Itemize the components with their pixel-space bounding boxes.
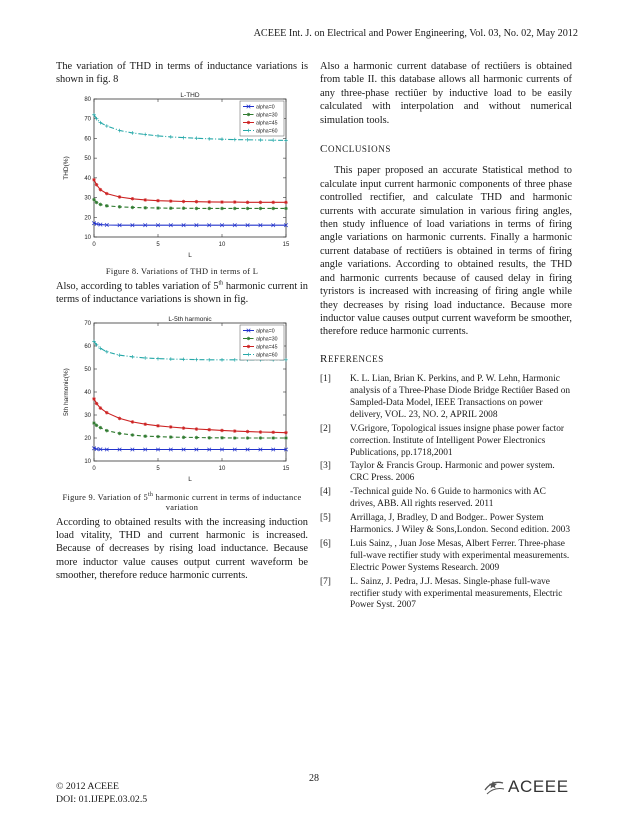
- left-para-2: [56, 280, 308, 307]
- doi: DOI: 01.IJEPE.03.02.5: [56, 794, 148, 805]
- point: [156, 199, 160, 203]
- thd-chart: [56, 87, 308, 265]
- point: [99, 202, 103, 206]
- point: [284, 431, 288, 435]
- point: [92, 178, 96, 182]
- point: [95, 423, 99, 427]
- point: [105, 411, 109, 415]
- point: [169, 425, 173, 429]
- y-tick-label: 10: [84, 458, 91, 465]
- point: [271, 430, 275, 434]
- y-tick-label: 10: [84, 234, 91, 241]
- point: [169, 435, 173, 439]
- legend-label: alpha=0: [256, 104, 275, 111]
- references-heading-first: R: [320, 352, 328, 365]
- y-tick-label: 30: [84, 412, 91, 419]
- y-axis-label: 5th harmonic(%): [63, 367, 70, 416]
- point: [105, 428, 109, 432]
- legend-label: alpha=60: [256, 128, 278, 135]
- y-tick-label: 50: [84, 366, 91, 373]
- point: [233, 200, 237, 204]
- point: [95, 401, 99, 405]
- right-column: [320, 60, 572, 614]
- running-head: ACEEE Int. J. on Electrical and Power Engineering, Vol. 03, No. 02, May 2012: [253, 28, 578, 39]
- reference-item: [320, 577, 572, 613]
- point: [118, 416, 122, 420]
- point: [207, 206, 211, 210]
- y-tick-label: 70: [84, 320, 91, 327]
- point: [259, 200, 263, 204]
- left-para-1: The variation of THD in terms of inductance variations is shown in fig. 8: [56, 61, 308, 86]
- fifth-harmonic-chart: [56, 311, 308, 489]
- chart-title: L-5th harmonic: [168, 315, 212, 323]
- point: [156, 206, 160, 210]
- point: [156, 434, 160, 438]
- x-axis-label: L: [188, 475, 192, 483]
- chart-title: L-THD: [180, 91, 200, 99]
- point: [182, 426, 186, 430]
- conclusions-heading: [320, 143, 572, 156]
- reference-number: [4]: [320, 487, 331, 498]
- x-tick-label: 10: [218, 241, 226, 248]
- left-para-2-a: Also, according to tables variation of 5: [56, 280, 219, 292]
- point: [156, 424, 160, 428]
- y-tick-label: 40: [84, 389, 91, 396]
- point: [99, 188, 103, 192]
- point: [95, 201, 99, 205]
- legend-label: alpha=30: [256, 336, 278, 343]
- left-para-2-b: harmonic current in terms of inductance variations is shown in fig.: [56, 280, 308, 306]
- point: [195, 206, 199, 210]
- y-axis-label: THD(%): [63, 156, 70, 180]
- left-para-2-sup: th: [218, 280, 224, 287]
- point: [182, 200, 186, 204]
- point: [143, 434, 147, 438]
- point: [284, 436, 288, 440]
- figure-9-caption-b: harmonic current in terms of inductance variation: [153, 492, 302, 512]
- point: [271, 200, 275, 204]
- point: [143, 422, 147, 426]
- figure-9-caption-sup: th: [147, 491, 154, 498]
- reference-item: [320, 461, 572, 485]
- point: [246, 206, 250, 210]
- reference-number: [1]: [320, 374, 331, 385]
- point: [259, 436, 263, 440]
- legend-label: alpha=0: [256, 328, 275, 335]
- point: [92, 198, 96, 202]
- x-tick-label: 15: [282, 465, 290, 472]
- y-tick-label: 30: [84, 195, 91, 202]
- legend-label: alpha=30: [256, 112, 278, 119]
- x-tick-label: 5: [156, 241, 160, 248]
- logo-text: ACEEE: [508, 777, 569, 796]
- point: [131, 205, 135, 209]
- point: [247, 113, 251, 117]
- x-tick-label: 0: [92, 465, 96, 472]
- point: [233, 436, 237, 440]
- y-tick-label: 60: [84, 136, 91, 143]
- point: [95, 183, 99, 187]
- left-column: [56, 60, 308, 583]
- point: [118, 205, 122, 209]
- figure-9-caption: [56, 493, 308, 513]
- legend-label: alpha=45: [256, 344, 278, 351]
- reference-number: [3]: [320, 461, 331, 472]
- x-tick-label: 10: [218, 465, 226, 472]
- point: [118, 195, 122, 199]
- point: [131, 420, 135, 424]
- y-tick-label: 50: [84, 155, 91, 162]
- point: [118, 431, 122, 435]
- point: [220, 436, 224, 440]
- reference-text: L. Sainz, J. Pedra, J.J. Mesas. Single-phase full-wave rectifier study with experimental measurements, Electric Power Syst. 2007: [350, 576, 563, 611]
- left-para-3: According to obtained results with the increasing induction load vitality, THD and current harmonic is increased. Because of decreases by rising load inductance. Because more inductor value causes output current waveform be smoother, therefore reduce harmonic currents.: [56, 516, 308, 582]
- star-swirl-icon: [482, 778, 506, 796]
- reference-item: [320, 513, 572, 537]
- point: [195, 427, 199, 431]
- point: [143, 206, 147, 210]
- y-tick-label: 80: [84, 96, 91, 103]
- point: [220, 206, 224, 210]
- point: [247, 344, 251, 348]
- reference-item: [320, 487, 572, 511]
- point: [220, 200, 224, 204]
- copyright: © 2012 ACEEE: [56, 781, 119, 792]
- reference-text: Luis Sainz, , Juan Jose Mesas, Albert Ferrer. Three-phase full-wave rectifier study with experimental measurements. Electric Power Systems Research. 2009: [350, 538, 570, 573]
- conclusions-heading-rest: ONCLUSIONS: [327, 144, 391, 155]
- point: [246, 436, 250, 440]
- y-tick-label: 20: [84, 215, 91, 222]
- point: [284, 200, 288, 204]
- point: [233, 206, 237, 210]
- point: [169, 206, 173, 210]
- point: [247, 336, 251, 340]
- reference-item: [320, 424, 572, 460]
- point: [271, 436, 275, 440]
- reference-list: [320, 374, 572, 612]
- conclusions-heading-first: C: [320, 143, 328, 156]
- x-tick-label: 0: [92, 241, 96, 248]
- reference-item: [320, 374, 572, 422]
- point: [284, 206, 288, 210]
- y-tick-label: 60: [84, 343, 91, 350]
- y-tick-label: 20: [84, 435, 91, 442]
- page-number: 28: [309, 773, 319, 784]
- point: [246, 429, 250, 433]
- references-heading: [320, 353, 572, 366]
- y-tick-label: 70: [84, 116, 91, 123]
- point: [233, 429, 237, 433]
- conclusions-text: This paper proposed an accurate Statistical method to calculate input current harmonic components of three phase controlled rectifier, and calculate THD and harmonic currents with accurate simulation in various firing angles, then study influence of load variations in terms of firing angle variations on harmonic currents. Finally a harmonic current database of rectiûers is obtained in terms of firing angle variations. According to obtained results, the THD and harmonic currents because of caused delay in firing tyristors is increased with increasing of firing angle while they decreases by rising load inductance. Because more inductor value causes output current waveform be smoother, therefore reduce harmonic currents.: [320, 165, 572, 338]
- point: [105, 204, 109, 208]
- reference-text: Arrillaga, J, Bradley, D and Bodger.. Power System Harmonics. J Wiley & Sons,London. Second edition. 2003: [350, 513, 571, 535]
- reference-number: [7]: [320, 576, 331, 587]
- reference-text: Taylor & Francis Group. Harmonic and power system. CRC Press. 2006: [350, 461, 555, 484]
- point: [92, 397, 96, 401]
- point: [247, 121, 251, 125]
- legend-label: alpha=45: [256, 120, 278, 127]
- point: [131, 433, 135, 437]
- point: [195, 435, 199, 439]
- references-heading-rest: EFERENCES: [327, 353, 384, 364]
- x-axis-label: L: [188, 251, 192, 259]
- reference-number: [5]: [320, 513, 331, 524]
- point: [195, 200, 199, 204]
- legend-label: alpha=60: [256, 352, 278, 359]
- point: [246, 200, 250, 204]
- point: [143, 198, 147, 202]
- point: [182, 206, 186, 210]
- point: [259, 206, 263, 210]
- point: [182, 435, 186, 439]
- point: [271, 206, 275, 210]
- point: [99, 406, 103, 410]
- point: [220, 428, 224, 432]
- reference-number: [6]: [320, 538, 331, 549]
- right-para-1: Also a harmonic current database of rectiûers is obtained from table II. this database allows all harmonic currents of any three-phase rectiûer by inductive load to be easily calculated with interpolation and without numerical simulation tools.: [320, 61, 572, 126]
- reference-number: [2]: [320, 423, 331, 434]
- point: [207, 200, 211, 204]
- reference-text: -Technical guide No. 6 Guide to harmonics with AC drives, ABB. All rights reserved. 2011: [350, 487, 546, 510]
- point: [207, 428, 211, 432]
- point: [131, 197, 135, 201]
- point: [169, 199, 173, 203]
- aceee-logo: [482, 777, 569, 797]
- x-tick-label: 15: [282, 241, 290, 248]
- y-tick-label: 40: [84, 175, 91, 182]
- figure-9-caption-a: Figure 9. Variation of 5: [62, 492, 148, 502]
- point: [207, 436, 211, 440]
- reference-text: V.Grigore, Topological issues insigne phase power factor correction. Institute of Intelligent Power Electronics Publications, pp.1718,2001: [350, 423, 565, 458]
- x-tick-label: 5: [156, 465, 160, 472]
- reference-item: [320, 539, 572, 575]
- footer-left: [56, 780, 147, 806]
- reference-text: K. L. Lian, Brian K. Perkins, and P. W. Lehn, Harmonic analysis of a Three-Phase Diode Bridge Rectiûer Based on Sampled-Data Model, IEEE Transactions on power delivery, VOL. 23, NO. 2, APRIL 2008: [350, 374, 571, 420]
- figure-8-caption: Figure 8. Variations of THD in terms of L: [105, 266, 259, 276]
- point: [99, 425, 103, 429]
- point: [259, 430, 263, 434]
- point: [105, 192, 109, 196]
